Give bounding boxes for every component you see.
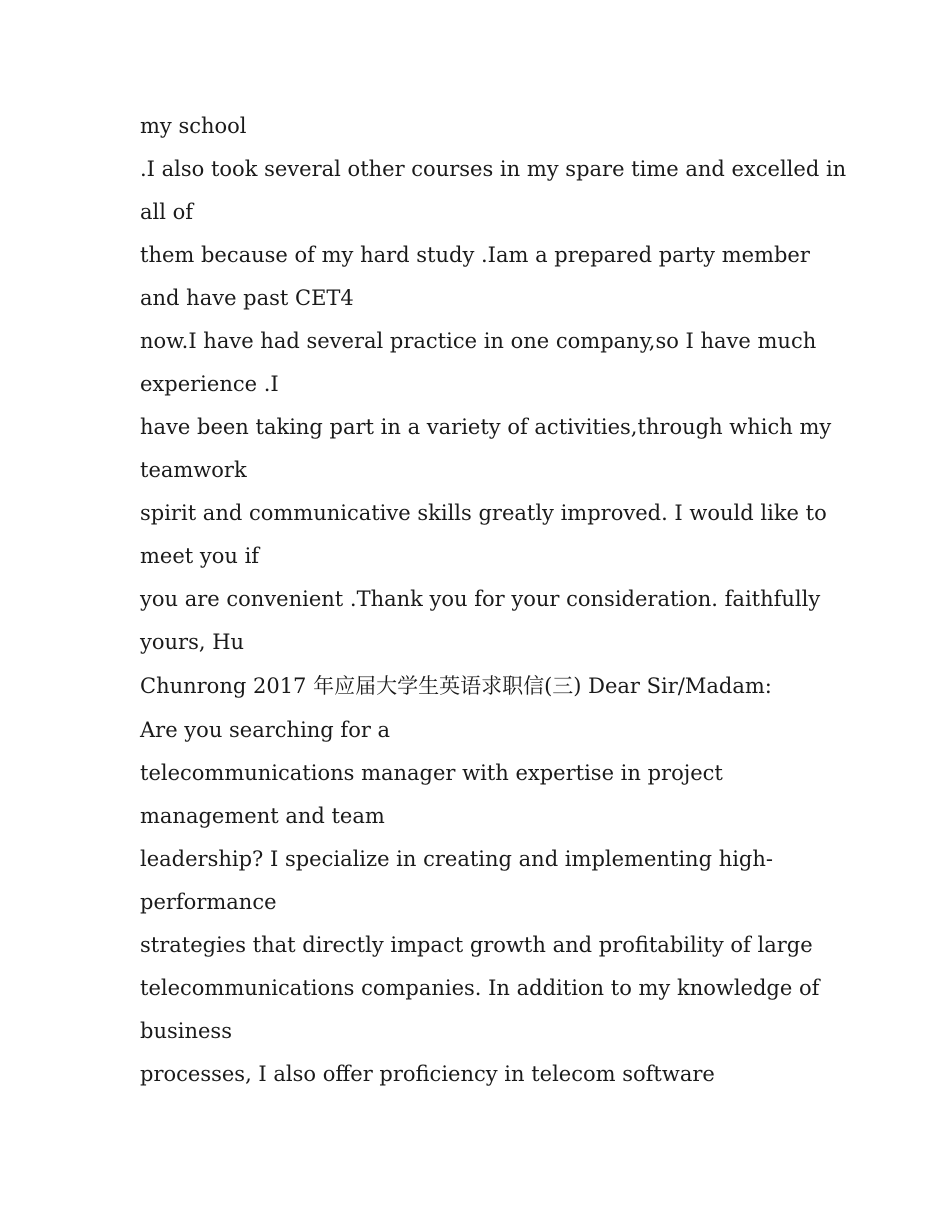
- text-line-6: now.I have had several practice in one company,so I have much: [140, 329, 817, 353]
- text-line-17: management and team: [140, 804, 385, 828]
- text-line-2: .I also took several other courses in my spare time and excelled in: [140, 157, 847, 181]
- text-line-9: teamwork: [140, 458, 247, 482]
- text-line-13: yours, Hu: [140, 630, 245, 654]
- text-line-18: leadership? I specialize in creating and implementing high-: [140, 847, 773, 871]
- text-line-19: performance: [140, 890, 277, 914]
- text-line-10: spirit and communicative skills greatly improved. I would like to: [140, 501, 827, 525]
- text-line-16: telecommunications manager with expertise in project: [140, 761, 723, 785]
- text-line-1: my school: [140, 114, 247, 138]
- text-line-5: and have past CET4: [140, 286, 354, 310]
- text-line-3: all of: [140, 200, 194, 224]
- text-line-20: strategies that directly impact growth and profitability of large: [140, 933, 813, 957]
- text-line-7: experience .I: [140, 372, 279, 396]
- text-line-23: processes, I also offer proficiency in telecom software: [140, 1062, 715, 1086]
- text-line-4: them because of my hard study .Iam a prepared party member: [140, 243, 810, 267]
- text-line-8: have been taking part in a variety of activities,through which my: [140, 415, 832, 439]
- text-line-12: you are convenient .Thank you for your consideration. faithfully: [140, 587, 821, 611]
- document-body: [140, 105, 847, 1096]
- text-line-14: Chunrong 2017 年应届大学生英语求职信(三) Dear Sir/Madam:: [140, 674, 772, 698]
- text-line-21: telecommunications companies. In addition to my knowledge of: [140, 976, 820, 1000]
- text-line-22: business: [140, 1019, 232, 1043]
- text-line-15: Are you searching for a: [140, 718, 391, 742]
- text-line-11: meet you if: [140, 544, 260, 568]
